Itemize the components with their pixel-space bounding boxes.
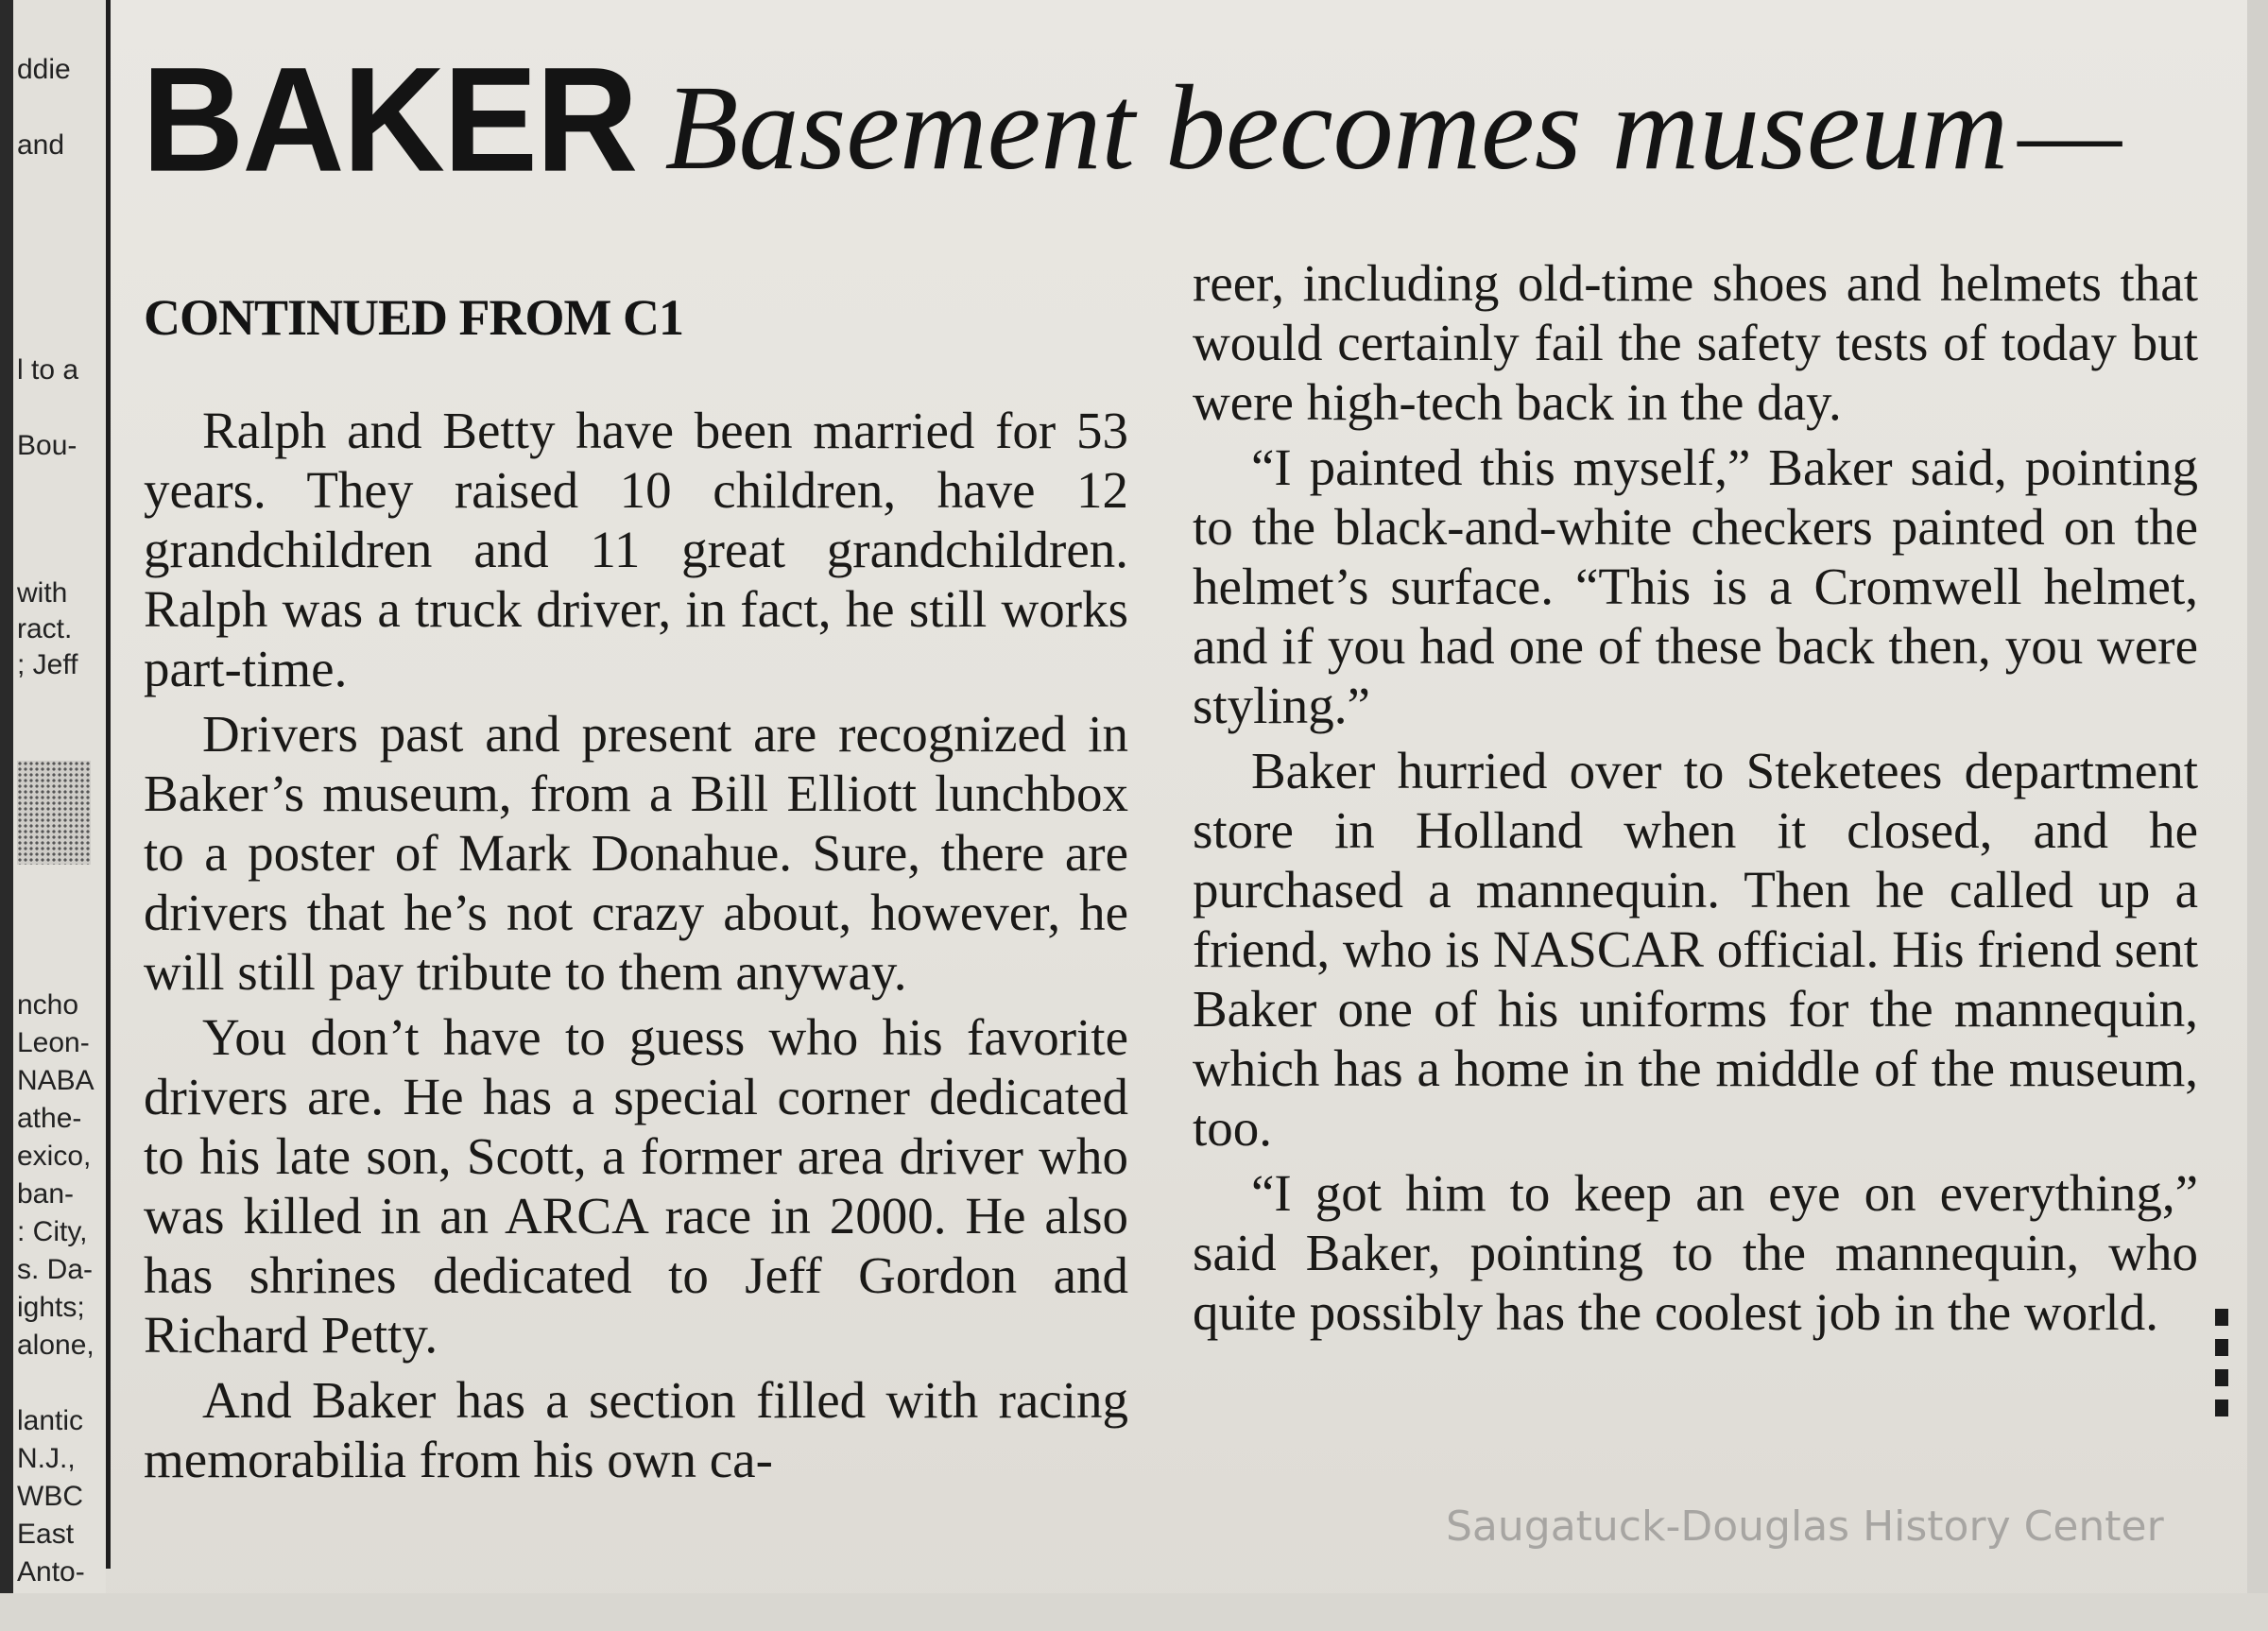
- neighbor-fragment: ; Jeff: [17, 649, 78, 680]
- article-paragraph: “I got him to keep an eye on everything,” said Baker, pointing to the mannequin, who quite possibly has the coolest job in the world.: [1193, 1164, 2198, 1341]
- neighbor-fragment: athe-: [17, 1103, 82, 1134]
- neighbor-fragment: : City,: [17, 1216, 88, 1247]
- neighbor-column: [0, 0, 106, 1631]
- halftone-box: [17, 761, 91, 865]
- neighbor-fragment: NABA: [17, 1065, 94, 1096]
- article-column-left: [144, 288, 1128, 1489]
- margin-marks: [2215, 1309, 2230, 1430]
- neighbor-fragment: Bou-: [17, 430, 77, 461]
- neighbor-fragment: Anto-: [17, 1556, 85, 1588]
- neighbor-fragment: and: [17, 129, 65, 161]
- article-paragraph: And Baker has a section filled with racing memorabilia from his own ca-: [144, 1371, 1128, 1488]
- article-paragraph: Baker hurried over to Steketees department store in Holland when it closed, and he purchased a mannequin. Then he called up a friend, who is NASCAR official. His friend sent Baker one of his uniforms for the mannequin, which has a home in the middle of the museum, too.: [1193, 742, 2198, 1157]
- headline-dash: —: [2018, 76, 2122, 191]
- article-paragraph: Ralph and Betty have been married for 53 years. They raised 10 children, have 12 grandchildren and 11 great grandchildren. Ralph was a truck driver, in fact, he still works part-time.: [144, 402, 1128, 697]
- neighbor-fragment: ncho: [17, 989, 79, 1021]
- neighbor-fragment: WBC: [17, 1481, 83, 1512]
- neighbor-fragment: ddie: [17, 54, 71, 85]
- headline-title: Basement becomes museum: [664, 60, 2009, 195]
- headline: [142, 35, 2122, 203]
- neighbor-fragment: exico,: [17, 1141, 92, 1172]
- page-edge-bottom: [0, 1593, 2268, 1631]
- page-edge-right: [2247, 0, 2268, 1631]
- neighbor-fragment: ban-: [17, 1178, 75, 1210]
- neighbor-fragment: Leon-: [17, 1027, 90, 1058]
- neighbor-fragment: ights;: [17, 1292, 85, 1323]
- neighbor-fragment: l to a: [17, 354, 79, 386]
- article-paragraph: “I painted this myself,” Baker said, pointing to the black-and-white checkers painted on the helmet’s surface. “This is a Cromwell helmet, and if you had one of these back then, you were styling.”: [1193, 438, 2198, 734]
- article-column-right: [1193, 253, 2198, 1342]
- continued-label: CONTINUED FROM C1: [144, 289, 683, 346]
- page-edge: [0, 0, 13, 1631]
- neighbor-fragment: alone,: [17, 1330, 94, 1361]
- neighbor-fragment: lantic: [17, 1405, 84, 1436]
- column-rule: [106, 0, 111, 1569]
- watermark: Saugatuck-Douglas History Center: [1446, 1502, 2164, 1551]
- neighbor-fragment: East: [17, 1519, 75, 1550]
- article-paragraph: You don’t have to guess who his favorite drivers are. He has a special corner dedicated to his late son, Scott, a former area driver who was killed in an ARCA race in 2000. He also has shrines dedicated to Jeff Gordon and Richard Petty.: [144, 1008, 1128, 1364]
- neighbor-fragment: with: [17, 577, 68, 609]
- article-paragraph: Drivers past and present are recognized in Baker’s museum, from a Bill Elliott lunchbox to a poster of Mark Donahue. Sure, there are drivers that he’s not crazy about, however, he will still pay tribute to them anyway.: [144, 705, 1128, 1001]
- neighbor-fragment: s. Da-: [17, 1254, 94, 1285]
- neighbor-fragment: ract.: [17, 613, 73, 644]
- neighbor-fragment: N.J.,: [17, 1443, 76, 1474]
- article-paragraph-continuation: reer, including old-time shoes and helmets that would certainly fail the safety tests of today but were high-tech back in the day.: [1193, 254, 2198, 431]
- headline-kicker: BAKER: [142, 35, 637, 203]
